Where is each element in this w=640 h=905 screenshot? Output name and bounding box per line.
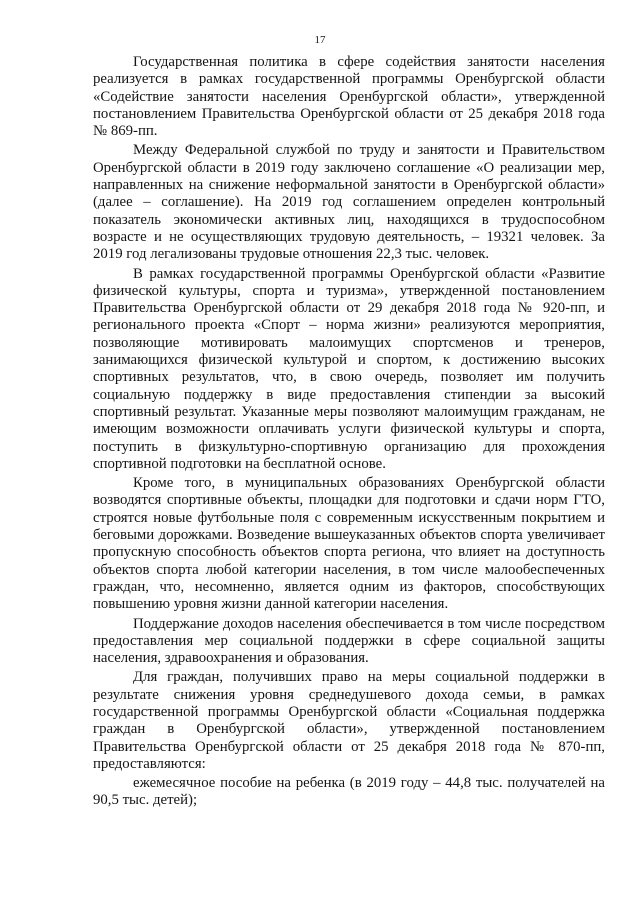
- paragraph-informal-employment-agreement: Между Федеральной службой по труду и занятости и Правительством Оренбургской области в 2019 году заключено соглашение «О реализации мер, направленных на снижение неформальной занятости в Оренбургской области» (далее – соглашение). На 2019 год соглашением определен контрольный показатель экономически активных лиц, находящихся в трудоспособном возрасте и не осуществляющих трудовую деятельность, – 19321 человек. За 2019 год легализованы трудовые отношения 22,3 тыс. человек.: [93, 142, 605, 263]
- paragraph-employment-policy: Государственная политика в сфере содействия занятости населения реализуется в рамках государственной программы Оренбургской области «Содействие занятости населения Оренбургской области», утвержденной постановлением Правительства Оренбургской области от 25 декабря 2018 года № 869-пп.: [93, 54, 605, 140]
- paragraph-income-support: Поддержание доходов населения обеспечивается в том числе посредством предоставления мер социальной поддержки в сфере социальной защиты населения, здравоохранения и образования.: [93, 615, 605, 667]
- paragraph-child-allowance: ежемесячное пособие на ребенка (в 2019 году – 44,8 тыс. получателей на 90,5 тыс. детей);: [93, 775, 605, 809]
- paragraph-sport-program: В рамках государственной программы Оренбургской области «Развитие физической культуры, спорта и туризма», утвержденной постановлением Правительства Оренбургской области от 29 декабря 2018 года № 920-пп, и регионального проекта «Спорт – норма жизни» реализуются мероприятия, позволяющие мотивировать малоимущих спортсменов и тренеров, занимающихся физической культурой и спортом, к достижению высоких спортивных результатов, что, в свою очередь, позволяет им получить социальную поддержку в виде предоставления стипендии за высокий спортивный результат. Указанные меры позволяют малоимущим гражданам, не имеющим возможности оплачивать услуги физической культуры и спорта, поступить в физкультурно-спортивную организацию для прохождения спортивной подготовки на бесплатной основе.: [93, 265, 605, 472]
- page-number: 17: [314, 34, 326, 46]
- paragraph-social-support-program: Для граждан, получивших право на меры социальной поддержки в результате снижения уровня среднедушевого дохода семьи, в рамках государственной программы Оренбургской области «Социальная поддержка граждан в Оренбургской области», утвержденной постановлением Правительства Оренбургской области от 25 декабря 2018 года № 870-пп, предоставляются:: [93, 669, 605, 772]
- paragraph-sport-facilities: Кроме того, в муниципальных образованиях Оренбургской области возводятся спортивные объекты, площадки для подготовки и сдачи норм ГТО, строятся новые футбольные поля с современным искусственным покрытием и беговыми дорожками. Возведение вышеуказанных объектов спорта увеличивает пропускную способность объектов спорта региона, что влияет на доступность объектов спорта любой категории населения, в том числе малообеспеченных граждан, что, несомненно, является одним из факторов, способствующих повышению уровня жизни данной категории населения.: [93, 475, 605, 613]
- body-text: [93, 54, 605, 812]
